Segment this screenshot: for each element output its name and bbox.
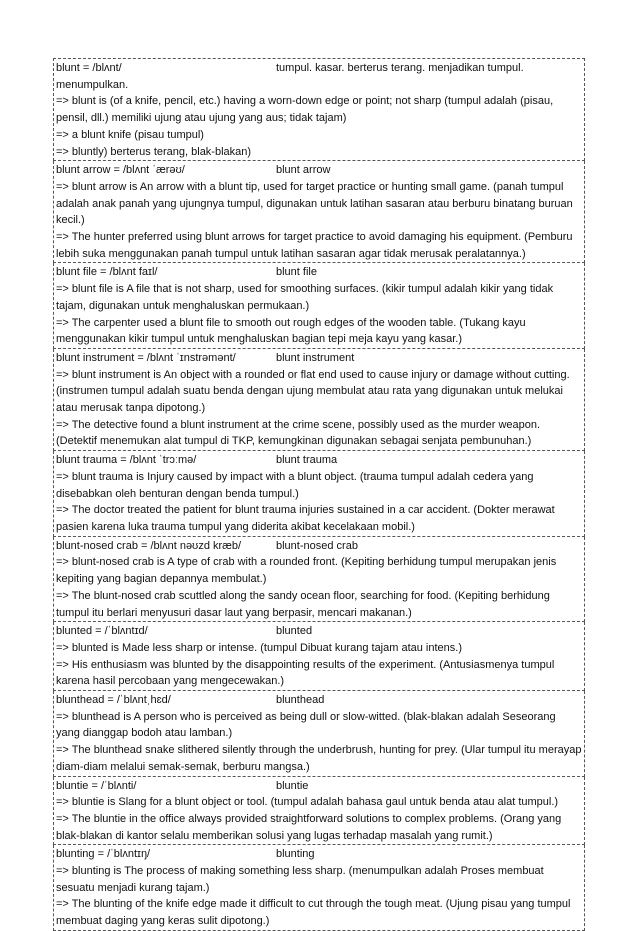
definition-line: => blunt file is A file that is not sharp, used for smoothing surfaces. (kikir tumpul adalah kikir yang tidak tajam, digunakan untuk menghaluskan permukaan.) xyxy=(56,283,554,312)
example-line: => His enthusiasm was blunted by the disappointing results of the experiment. (Antusiasmenya tumpul karena hasil percobaan yang mengecewakan.) xyxy=(56,658,555,688)
headword: blunthead = /ˈblʌntˌhɛd/ xyxy=(56,694,171,707)
entry-header xyxy=(56,350,582,367)
example-line: => The doctor treated the patient for blunt trauma injuries sustained in a car accident. (Dokter merawat pasien karena luka trauma tumpul yang diderita akibat kecelakaan mobil.) xyxy=(56,504,555,533)
translation: bluntie xyxy=(276,779,309,792)
dictionary-entry xyxy=(53,777,585,846)
example-line: => The carpenter used a blunt file to smooth out rough edges of the wooden table. (Tukang kayu menggunakan kikir tumpul untuk menghaluskan bagian tepi meja kayu yang kasar.) xyxy=(56,316,526,346)
example-line: => The hunter preferred using blunt arrows for target practice to avoid damaging his equipment. (Pemburu lebih suka menggunakan panah tumpul untuk latihan sasaran agar tidak merusak peralatannya.) xyxy=(56,231,573,260)
definition-line: => blunt instrument is An object with a rounded or flat end used to cause injury or damage without cutting. (instrumen tumpul adalah suatu benda dengan ujung membulat atau rata yang digunakan untuk melukai atau merusak tanpa dipotong.) xyxy=(56,368,570,415)
dictionary-entry xyxy=(53,161,585,263)
definition-line: => blunting is The process of making something less sharp. (menumpulkan adalah Proses membuat sesuatu menjadi kurang tajam.) xyxy=(56,865,544,894)
translation: blunted xyxy=(276,625,313,638)
dictionary-table xyxy=(53,58,585,931)
definition-line: => blunt trauma is Injury caused by impact with a blunt object. (trauma tumpul adalah cedera yang disebabkan oleh benturan dengan benda tumpul.) xyxy=(56,470,534,500)
entry-header xyxy=(56,60,582,93)
headword: blunt = /blʌnt/ xyxy=(56,62,122,74)
example-line: => The blunthead snake slithered silently through the underbrush, hunting for prey. (Ular tumpul itu merayap diam-diam melalui semak-semak, berburu mangsa.) xyxy=(56,744,582,773)
dictionary-entry xyxy=(53,263,585,349)
translation: blunt-nosed crab xyxy=(276,539,358,552)
entry-header xyxy=(56,538,582,555)
example-line: => The blunt-nosed crab scuttled along the sandy ocean floor, searching for food. (Kepiting berhidung tumpul itu berlari menyusuri dasar laut yang berpasir, mencari makanan.) xyxy=(56,589,550,619)
example-line: => a blunt knife (pisau tumpul) xyxy=(56,128,204,141)
dictionary-entry xyxy=(53,537,585,623)
translation: blunt file xyxy=(276,266,317,279)
headword: blunt-nosed crab = /blʌnt nəʊzd kræb/ xyxy=(56,539,242,552)
headword: blunted = /ˈblʌntɪd/ xyxy=(56,625,148,638)
definition-line: => blunted is Made less sharp or intense. (tumpul Dibuat kurang tajam atau intens.) xyxy=(56,641,463,654)
dictionary-entry xyxy=(53,691,585,777)
example-line: => bluntly) berterus terang, blak-blakan) xyxy=(56,145,252,158)
example-line: => The blunting of the knife edge made it difficult to cut through the tough meat. (Ujung pisau yang tumpul membuat daging yang keras sulit dipotong.) xyxy=(56,898,571,928)
headword: blunt arrow = /blʌnt ˈærəʊ/ xyxy=(56,164,185,177)
definition-line: => blunt is (of a knife, pencil, etc.) having a worn-down edge or point; not sharp (tumpul adalah (pisau, pensil, dll.) memiliki ujung atau ujung yang aus; tidak tajam) xyxy=(56,95,554,125)
headword: blunt trauma = /blʌnt ˈtrɔːmə/ xyxy=(56,454,197,467)
entry-header xyxy=(56,162,582,179)
definition-line: => blunthead is A person who is perceived as being dull or slow-witted. (blak-blakan adalah Seseorang yang dianggap bodoh atau lamban.) xyxy=(56,710,556,740)
entry-header xyxy=(56,623,582,640)
translation: blunt instrument xyxy=(276,351,355,364)
example-line: => The detective found a blunt instrument at the crime scene, possibly used as the murder weapon. (Detektif menemukan alat tumpul di TKP, kemungkinan digunakan sebagai senjata pembunuhan.) xyxy=(56,418,541,448)
translation: tumpul. kasar. berterus terang. menjadikan tumpul. menumpulkan. xyxy=(56,62,524,91)
translation: blunting xyxy=(276,848,315,861)
translation: blunthead xyxy=(276,694,325,707)
example-line: => The bluntie in the office always provided straightforward solutions to complex problems. (Orang yang blak-blakan di kantor selalu memberikan solusi yang lugas terhadap masalah yang rumit.) xyxy=(56,812,562,842)
dictionary-entry xyxy=(53,622,585,691)
translation: blunt trauma xyxy=(276,454,338,467)
entry-header xyxy=(56,846,582,863)
entry-header xyxy=(56,264,582,281)
entry-header xyxy=(56,778,582,795)
headword: blunting = /ˈblʌntɪŋ/ xyxy=(56,848,151,861)
dictionary-entry xyxy=(53,58,585,161)
translation: blunt arrow xyxy=(276,164,331,177)
headword: blunt instrument = /blʌnt ˈɪnstrəmənt/ xyxy=(56,351,236,364)
definition-line: => blunt arrow is An arrow with a blunt tip, used for target practice or hunting small game. (panah tumpul adalah anak panah yang ujungnya tumpul, digunakan untuk latihan sasaran atau berburu binatang buruan kecil.) xyxy=(56,180,573,227)
entry-header xyxy=(56,452,582,469)
headword: bluntie = /ˈblʌnti/ xyxy=(56,779,137,792)
entry-header xyxy=(56,692,582,709)
definition-line: => blunt-nosed crab is A type of crab with a rounded front. (Kepiting berhidung tumpul merupakan jenis kepiting yang bagian depannya membulat.) xyxy=(56,556,557,586)
dictionary-entry xyxy=(53,845,585,931)
definition-line: => bluntie is Slang for a blunt object or tool. (tumpul adalah bahasa gaul untuk benda atau alat tumpul.) xyxy=(56,796,559,809)
headword: blunt file = /blʌnt faɪl/ xyxy=(56,266,158,279)
dictionary-entry xyxy=(53,349,585,451)
dictionary-entry xyxy=(53,451,585,537)
